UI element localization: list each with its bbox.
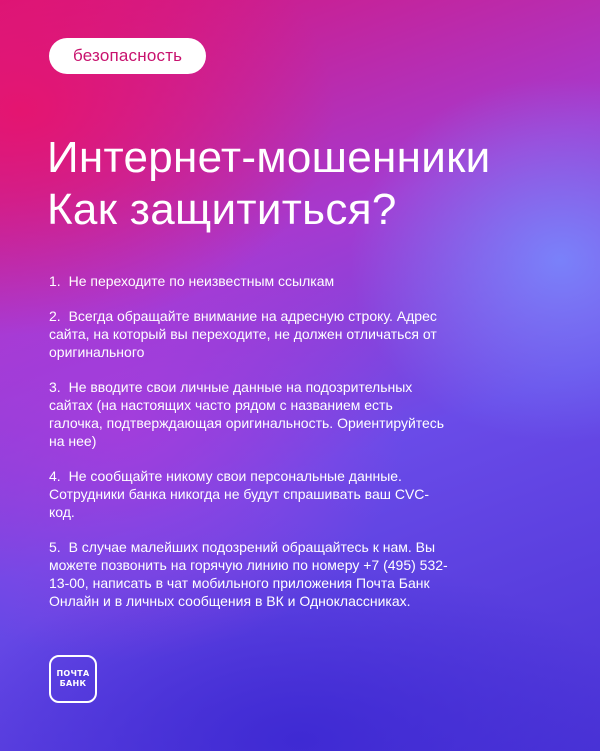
tip-number: 5. <box>49 539 61 555</box>
tip-number: 3. <box>49 379 61 395</box>
logo-line-1: ПОЧТА <box>56 669 90 678</box>
tip-text: Не переходите по неизвестным ссылкам <box>68 273 335 289</box>
tip-number: 2. <box>49 308 61 324</box>
tip-number: 1. <box>49 273 61 289</box>
tip-item <box>49 467 449 521</box>
tip-number: 4. <box>49 468 61 484</box>
category-tag: безопасность <box>49 38 206 74</box>
tip-item <box>49 307 449 361</box>
tip-item <box>49 272 449 290</box>
tips-list <box>49 272 449 627</box>
tip-item <box>49 538 449 610</box>
tip-item <box>49 378 449 450</box>
title-line-2: Как защититься? <box>47 185 397 234</box>
tip-text: Не вводите свои личные данные на подозрительных сайтах (на настоящих часто рядом с названием есть галочка, подтверждающая оригинальность. Ориентируйтесь на нее) <box>49 379 445 449</box>
pochta-bank-logo <box>49 655 97 703</box>
tip-text: Всегда обращайте внимание на адресную строку. Адрес сайта, на который вы переходите, не должен отличаться от оригинального <box>49 308 437 360</box>
page-title <box>47 132 491 236</box>
title-line-1: Интернет-мошенники <box>47 133 491 182</box>
tip-text: В случае малейших подозрений обращайтесь к нам. Вы можете позвонить на горячую линию по номеру +7 (495) 532-13-00, написать в чат мобильного приложения Почта Банк Онлайн и в личных сообщения в ВК и Одноклассниках. <box>49 539 448 609</box>
tip-text: Не сообщайте никому свои персональные данные. Сотрудники банка никогда не будут спрашивать ваш CVC-код. <box>49 468 430 520</box>
logo-line-2: БАНК <box>59 679 87 688</box>
